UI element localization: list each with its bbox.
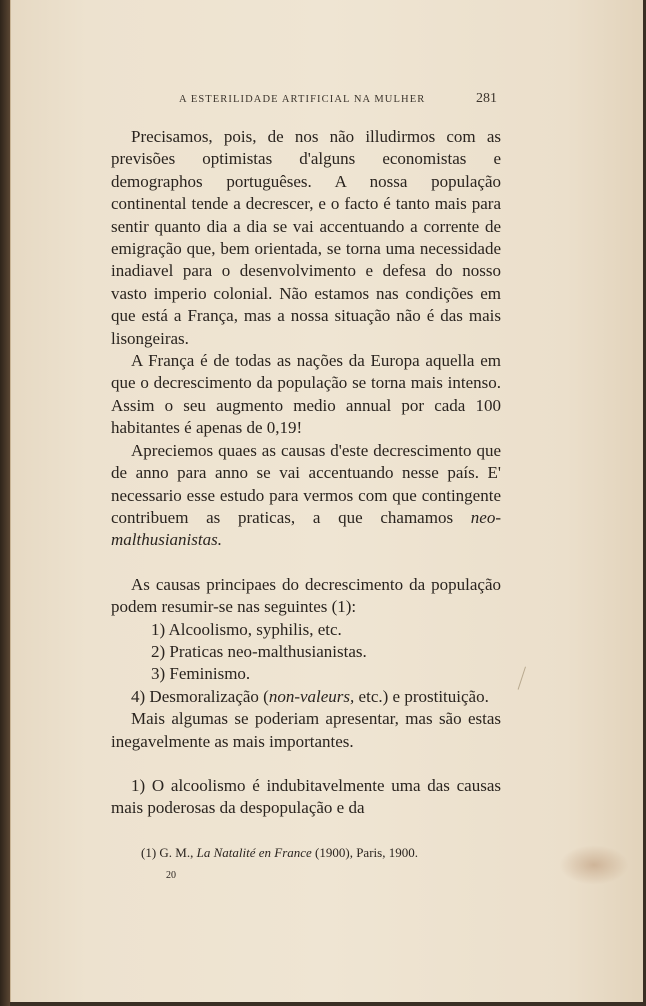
paragraph: Precisamos, pois, de nos não illudirmos com as previsões optimistas d'alguns economistas e demographos portuguêses. A nossa população continental tende a decrescer, e o facto é tanto mais para sentir quanto dia a dia se vai accentuando a corrente de emigração que, bem orientada, se torna uma necessidade inadiavel para o desenvolvimento e defesa do nosso vasto imperio colonial. Não estamos nas condições em que está a França, mas a nossa situação não é das mais lisongeiras. bbox=[111, 127, 501, 348]
paragraph: A França é de todas as nações da Europa aquella em que o decrescimento da população se torna mais intenso. Assim o seu augmento medio annual por cada 100 habitantes é apenas de 0,19! bbox=[111, 351, 501, 438]
footnote-text: (1) G. M., bbox=[141, 845, 197, 860]
emphasis-term: non-valeurs, bbox=[268, 686, 355, 706]
cause-item: 2) Praticas neo-malthusianistas. bbox=[151, 641, 367, 661]
section-paragraph: 1) O alcoolismo é indubitavelmente uma das causas mais poderosas da despopulação e da bbox=[111, 775, 501, 818]
cause-item: 3) Feminismo. bbox=[151, 664, 251, 684]
book-spine bbox=[0, 0, 10, 1006]
cause-text: etc.) e prostituição. bbox=[354, 686, 489, 706]
signature-mark: 20 bbox=[166, 870, 176, 881]
body-text bbox=[111, 126, 501, 820]
causes-intro: As causas principaes do decrescimento da população podem resumir-se nas seguintes (1): bbox=[111, 574, 501, 617]
paragraph bbox=[111, 440, 501, 552]
paragraph-text: Apreciemos quaes as causas d'este decrescimento que de anno para anno se vai accentuando nesse país. E' necessario esse estudo para vermos com que contingente contribuem as praticas, a que chamamos bbox=[111, 440, 501, 527]
page-number: 281 bbox=[476, 91, 497, 106]
cause-text: 4) Desmoralização ( bbox=[131, 686, 269, 706]
pencil-mark bbox=[518, 667, 538, 694]
emphasis-term: neo-malthusianistas. bbox=[111, 507, 501, 550]
paragraph: Mais algumas se poderiam apresentar, mas são estas inegavelmente as mais importantes. bbox=[111, 709, 501, 751]
cause-item: 1) Alcoolismo, syphilis, etc. bbox=[151, 619, 342, 639]
footnote-title: La Natalité en France bbox=[196, 845, 312, 860]
footnote bbox=[141, 845, 521, 861]
cause-item bbox=[111, 686, 501, 708]
running-title: A ESTERILIDADE ARTIFICIAL NA MULHER bbox=[179, 94, 426, 105]
footnote-text: (1900), Paris, 1900. bbox=[311, 845, 418, 860]
page-header bbox=[11, 91, 643, 112]
book-page bbox=[10, 0, 643, 1002]
paper-stain bbox=[559, 845, 629, 885]
